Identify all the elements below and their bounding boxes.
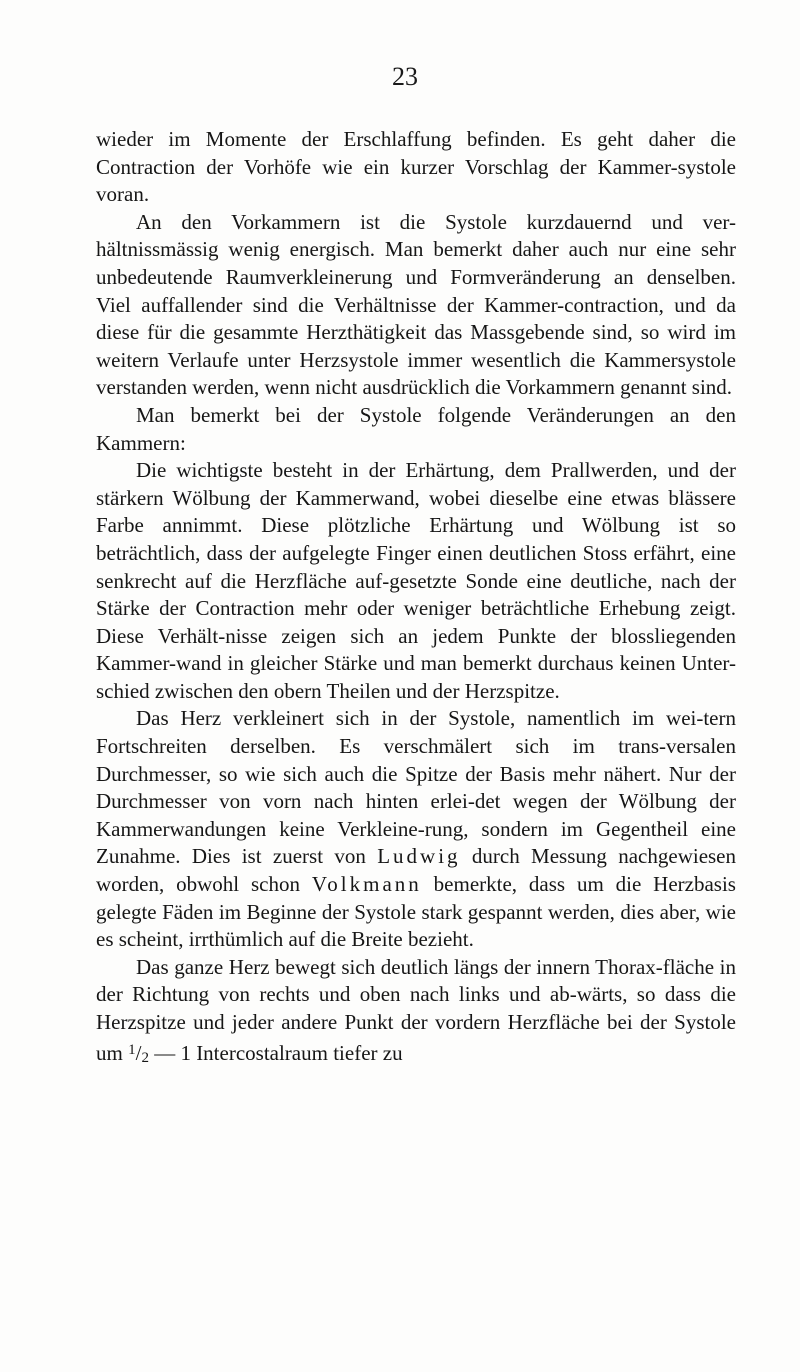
text-run: bemerkte, dass um die Herzbasis gelegte Fäden im Beginne der Systole stark gespannt werden, dies aber, wie es scheint, irrthümlich auf die Breite bezieht. <box>96 872 736 952</box>
text-run: wieder im Momente der Erschlaffung befinden. Es geht daher die Contraction der Vorhöfe wie ein kurzer Vorschlag der Kammer-systole voran. <box>96 127 736 207</box>
text-run: Das ganze Herz bewegt sich deutlich längs der innern Thorax-fläche in der Richtung von rechts und oben nach links und ab-wärts, so dass die Herzspitze und jeder andere Punkt der vordern Herzfläche bei der Systole um <box>96 954 736 1065</box>
text-run: Man bemerkt bei der Systole folgende Veränderungen an den Kammern: <box>96 402 736 455</box>
text-run: Das Herz verkleinert sich in der Systole, namentlich im wei-tern Fortschreiten derselben. Es verschmälert sich im trans-versalen Durchmesser, so wie sich auch die Spitze der Basis mehr nähert. Nur der Durchmesser von vorn nach hinten erlei-det wegen der Wölbung der Kammerwandungen keine Verkleine-rung, sondern im Gegentheil eine Zunahme. Dies ist zuerst von <box>96 706 736 869</box>
page-number: 23 <box>392 62 418 91</box>
text-run: — 1 Intercostalraum tiefer zu <box>148 1040 403 1065</box>
text-run: An den Vorkammern ist die Systole kurzdauernd und ver-hältnissmässig wenig energisch. Man bemerkt daher auch nur eine sehr unbedeutende Raumverkleinerung und Formveränderung an denselben. Viel auffallender sind die Verhältnisse der Kammer-contraction, und da diese für die gesammte Herzthätigkeit das Massgebende sind, so wird im weitern Verlaufe unter Herzsystole immer wesentlich die Kammersystole verstanden werden, wenn nicht ausdrücklich die Vorkammern genannt sind. <box>96 209 736 400</box>
author-name: Ludwig <box>377 844 461 869</box>
paragraph <box>96 705 736 953</box>
text-run: Die wichtigste besteht in der Erhärtung, dem Prallwerden, und der stärkern Wölbung der Kammerwand, wobei dieselbe eine etwas blässere Farbe annimmt. Diese plötzliche Erhärtung und Wölbung ist so beträchtlich, dass der aufgelegte Finger einen deutlichen Stoss erfährt, eine senkrecht auf die Herzfläche auf-gesetzte Sonde eine deutliche, nach der Stärke der Contraction mehr oder weniger beträchtliche Erhebung zeigt. Diese Verhält-nisse zeigen sich an jedem Punkte der blossliegenden Kammer-wand in gleicher Stärke und man bemerkt durchaus keinen Unter-schied zwischen den obern Theilen und der Herzspitze. <box>96 458 736 703</box>
fraction-denominator: 2 <box>141 1049 149 1066</box>
body-text <box>96 126 736 1072</box>
paragraph <box>96 209 736 402</box>
text-run: durch Messung nachgewiesen worden, obwohl schon <box>96 844 737 897</box>
paragraph <box>96 954 736 1072</box>
paragraph <box>96 402 736 457</box>
author-name: Volkmann <box>311 872 422 897</box>
paragraph <box>96 126 736 209</box>
fraction-numerator: 1 <box>128 1041 136 1058</box>
text-run: / <box>135 1040 142 1065</box>
paragraph <box>96 457 736 705</box>
